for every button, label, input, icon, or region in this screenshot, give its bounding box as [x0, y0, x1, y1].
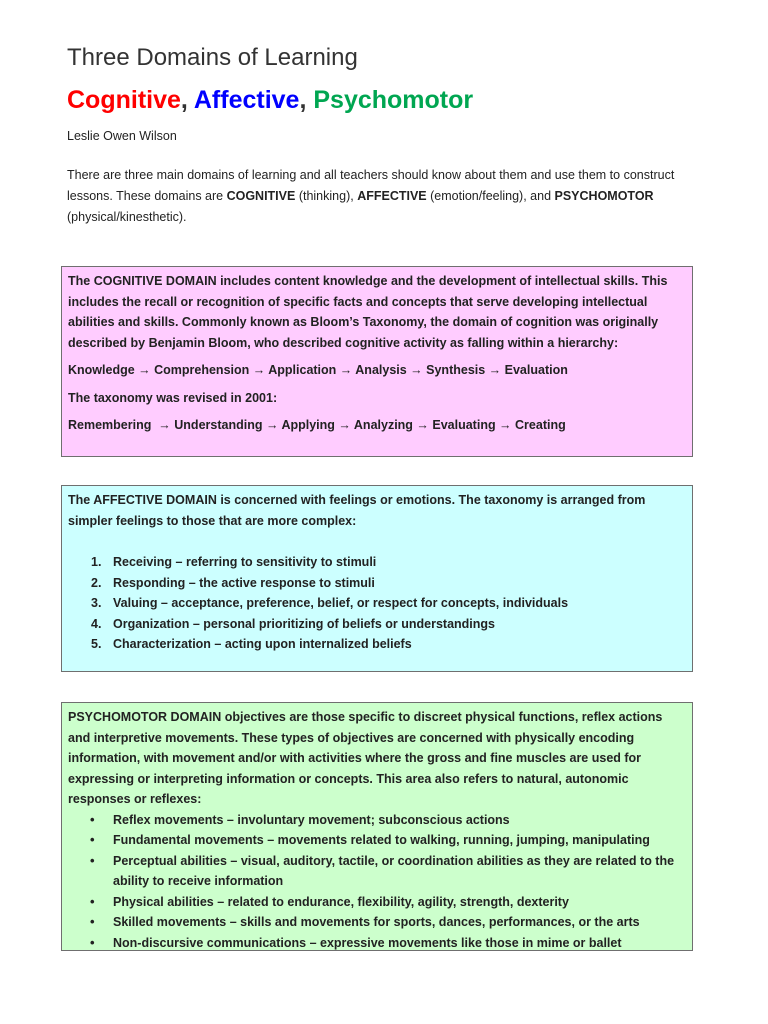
list-item — [68, 593, 686, 614]
intro-term-affective: AFFECTIVE — [357, 189, 427, 203]
bullet-icon: • — [90, 852, 95, 868]
revised-taxonomy-label: The taxonomy was revised in 2001: — [68, 390, 278, 405]
bullet-icon: • — [90, 893, 95, 909]
page-title: Three Domains of Learning — [67, 44, 358, 71]
list-item-text: Physical abilities – related to endurance, flexibility, agility, strength, dexterity — [113, 894, 569, 909]
list-item — [68, 912, 686, 933]
list-number: 3. — [91, 596, 102, 610]
psychomotor-objectives-list — [68, 810, 686, 954]
list-number: 2. — [91, 575, 102, 590]
intro-text: (emotion/feeling), and — [426, 189, 555, 203]
intro-text: There are three main domains of learning and all teachers should know about them and use them to construct lessons. These domains are — [67, 168, 675, 203]
author-name: Leslie Owen Wilson — [67, 129, 177, 143]
psychomotor-domain-box — [61, 702, 693, 951]
subtitle-cognitive: Cognitive — [67, 86, 181, 114]
list-item — [68, 933, 686, 954]
list-item-text: Fundamental movements – movements related to walking, running, jumping, manipulating — [113, 833, 650, 847]
affective-levels-list — [68, 552, 686, 655]
list-number: 1. — [91, 555, 102, 569]
list-item-text: Responding – the active response to stimuli — [113, 575, 375, 590]
subtitle-psychomotor: Psychomotor — [313, 86, 474, 114]
bullet-icon: • — [90, 914, 95, 929]
list-item-text: Reflex movements – involuntary movement; subconscious actions — [113, 812, 510, 827]
list-item-text: Skilled movements – skills and movements for sports, dances, performances, or the arts — [113, 915, 640, 929]
subtitle-separator: , — [180, 86, 194, 114]
cognitive-description: The COGNITIVE DOMAIN includes content knowledge and the development of intellectual skills. This includes the recall or recognition of specific facts and concepts that serve developing intellectual abilities and skills. Commonly known as Bloom’s Taxonomy, the domain of cognition was originally described by Benjamin Bloom, who described cognitive activity as falling within a hierarchy: — [68, 274, 668, 350]
list-item-text: Perceptual abilities – visual, auditory, tactile, or coordination abilities as they are related to the ability to receive information — [113, 853, 675, 888]
list-item — [68, 614, 686, 635]
list-number: 4. — [91, 616, 102, 631]
intro-text: (thinking), — [295, 189, 358, 203]
original-taxonomy-hierarchy: Knowledge → Comprehension → Application → Analysis → Synthesis → Evaluation — [68, 363, 568, 377]
page-subtitle — [67, 86, 473, 115]
list-item-text: Receiving – referring to sensitivity to stimuli — [113, 555, 377, 569]
intro-paragraph — [67, 165, 707, 228]
list-item-text: Characterization – acting upon internalized beliefs — [113, 637, 412, 651]
intro-text: (physical/kinesthetic). — [67, 210, 187, 224]
list-item — [68, 552, 686, 573]
affective-description: The AFFECTIVE DOMAIN is concerned with feelings or emotions. The taxonomy is arranged from simpler feelings to those that are more complex: — [68, 493, 646, 528]
revised-taxonomy-hierarchy: Remembering → Understanding → Applying → Analyzing → Evaluating → Creating — [68, 418, 566, 432]
list-item — [68, 830, 686, 851]
bullet-icon: • — [90, 934, 95, 950]
list-item — [68, 810, 686, 831]
affective-domain-box — [61, 485, 693, 672]
subtitle-affective: Affective — [193, 86, 300, 114]
list-item-text: Non-discursive communications – expressive movements like those in mime or ballet — [113, 935, 622, 950]
list-item — [68, 634, 686, 655]
list-item — [68, 851, 686, 892]
list-item — [68, 573, 686, 594]
intro-term-cognitive: COGNITIVE — [226, 189, 296, 203]
intro-term-psychomotor: PSYCHOMOTOR — [554, 189, 654, 203]
list-item-text: Valuing – acceptance, preference, belief, or respect for concepts, individuals — [113, 596, 569, 610]
bullet-icon: • — [90, 811, 95, 827]
list-item — [68, 892, 686, 913]
cognitive-domain-box — [61, 266, 693, 457]
bullet-icon: • — [90, 832, 95, 847]
psychomotor-description: PSYCHOMOTOR DOMAIN objectives are those specific to discreet physical functions, reflex actions and interpretive movements. These types of objectives are concerned with physically encoding information, with movement and/or with activities where the gross and fine muscles are used for expressing or interpreting information or concepts. This area also refers to natural, autonomic responses or reflexes: — [68, 710, 663, 806]
subtitle-separator: , — [299, 86, 314, 114]
list-number: 5. — [91, 637, 102, 651]
list-item-text: Organization – personal prioritizing of beliefs or understandings — [113, 616, 495, 631]
